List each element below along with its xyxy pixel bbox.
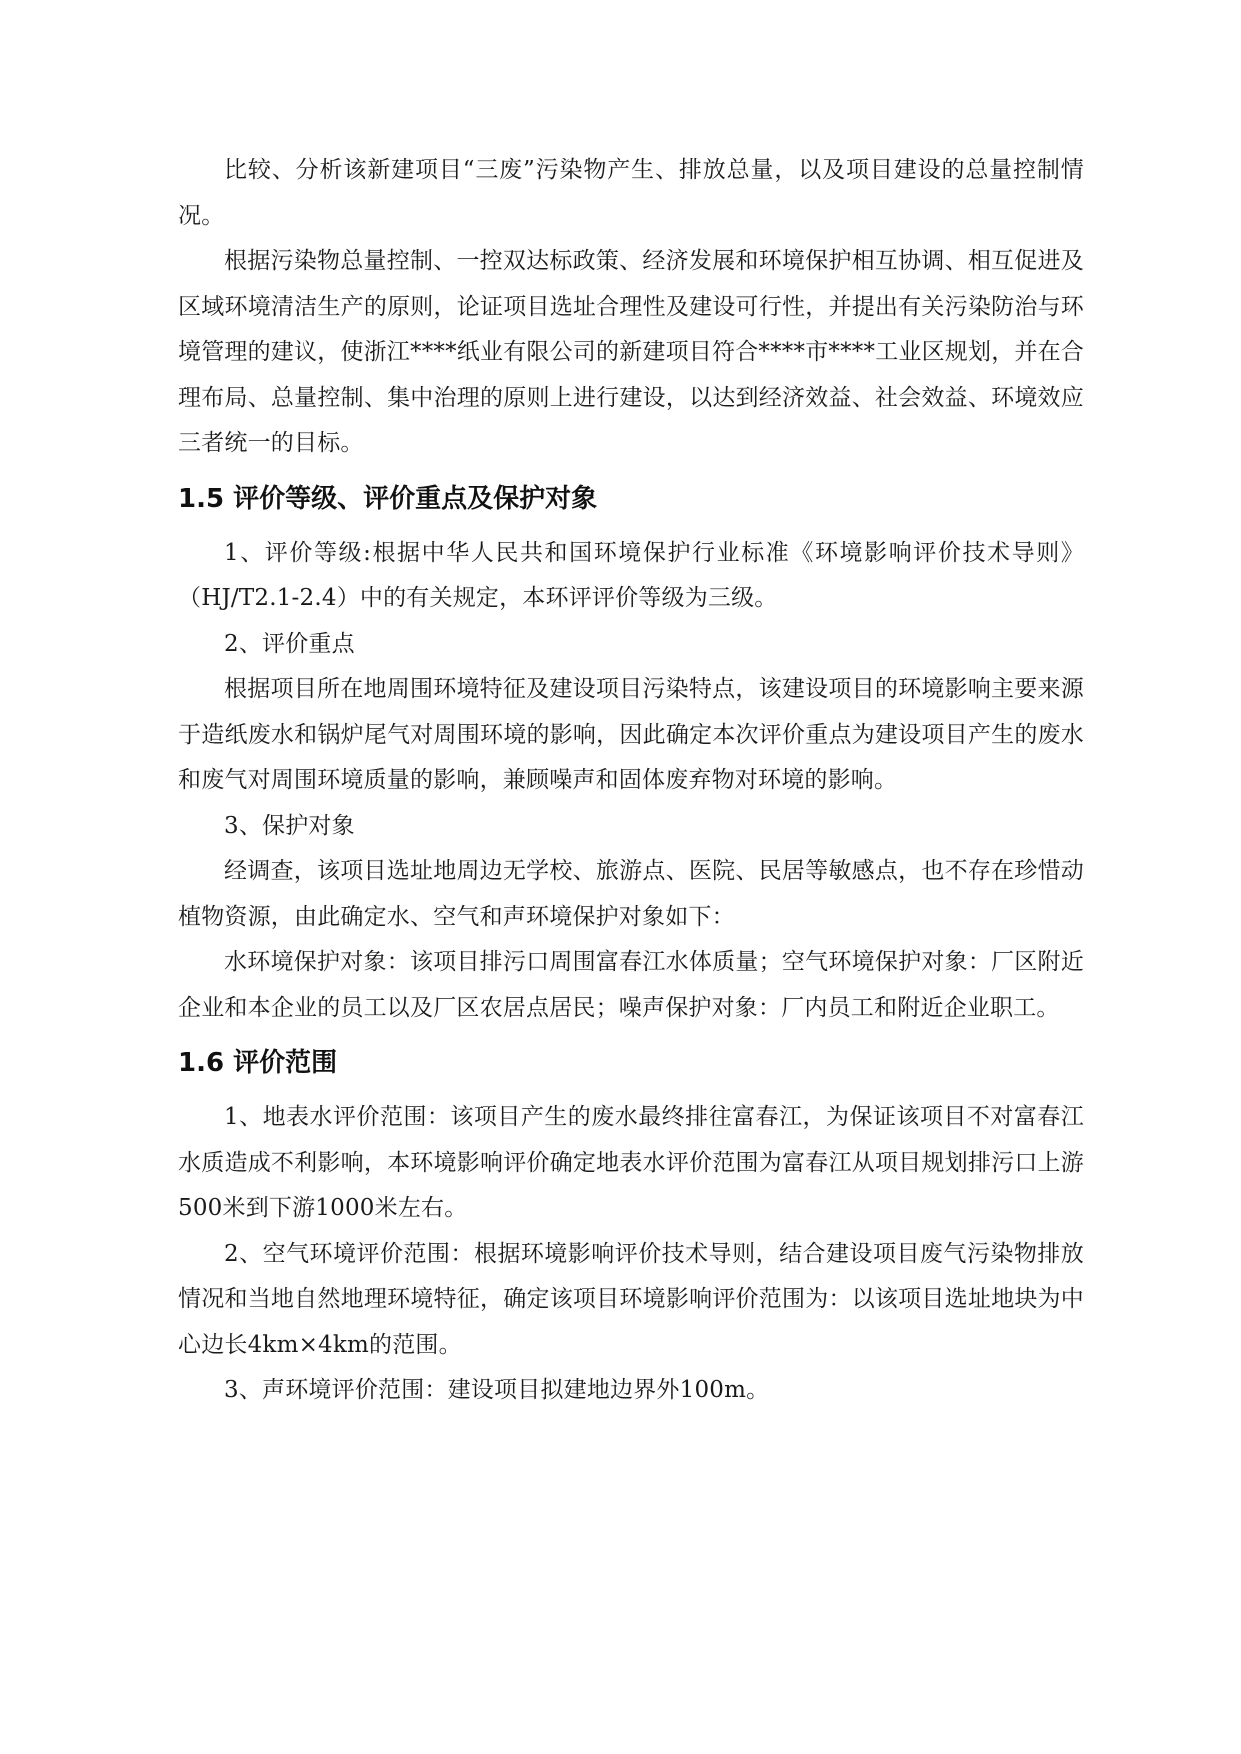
protection-targets-paragraph: 水环境保护对象：该项目排污口周围富春江水体质量；空气环境保护对象：厂区附近企业和本企业的员工以及厂区农居点居民；噪声保护对象：厂内员工和附近企业职工。 xyxy=(178,949,1084,1021)
evaluation-focus-label: 2、评价重点 xyxy=(224,630,355,657)
air-scope-paragraph: 2、空气环境评价范围：根据环境影响评价技术导则，结合建设项目废气污染物排放情况和当地自然地理环境特征，确定该项目环境影响评价范围为：以该项目选址地块为中心边长4km×4km的范围。 xyxy=(178,1240,1084,1358)
document-body xyxy=(178,148,1084,1414)
intro-paragraph-2: 根据污染物总量控制、一控双达标政策、经济发展和环境保护相互协调、相互促进及区域环境清洁生产的原则，论证项目选址合理性及建设可行性，并提出有关污染防治与环境管理的建议，使浙江****纸业有限公司的新建项目符合****市****工业区规划，并在合理布局、总量控制、集中治理的原则上进行建设，以达到经济效益、社会效益、环境效应三者统一的目标。 xyxy=(178,248,1084,456)
surface-water-scope-paragraph: 1、地表水评价范围：该项目产生的废水最终排往富春江，为保证该项目不对富春江水质造成不利影响，本环境影响评价确定地表水评价范围为富春江从项目规划排污口上游500米到下游1000米左右。 xyxy=(178,1104,1084,1221)
noise-scope-paragraph: 3、声环境评价范围：建设项目拟建地边界外100m。 xyxy=(224,1377,770,1403)
protection-targets-label: 3、保护对象 xyxy=(224,812,355,839)
evaluation-level-paragraph: 1、评价等级:根据中华人民共和国环境保护行业标准《环境影响评价技术导则》（HJ/T2.1-2.4）中的有关规定，本环评评价等级为三级。 xyxy=(178,539,1084,611)
section-1-5-heading: 1.5 评价等级、评价重点及保护对象 xyxy=(178,483,598,514)
survey-paragraph: 经调查，该项目选址地周边无学校、旅游点、医院、民居等敏感点，也不存在珍惜动植物资源，由此确定水、空气和声环境保护对象如下： xyxy=(178,858,1084,930)
evaluation-focus-paragraph: 根据项目所在地周围环境特征及建设项目污染特点，该建设项目的环境影响主要来源于造纸废水和锅炉尾气对周围环境的影响，因此确定本次评价重点为建设项目产生的废水和废气对周围环境质量的影响，兼顾噪声和固体废弃物对环境的影响。 xyxy=(178,676,1084,793)
intro-paragraph-1: 比较、分析该新建项目“三废”污染物产生、排放总量，以及项目建设的总量控制情况。 xyxy=(178,157,1084,229)
section-1-6-heading: 1.6 评价范围 xyxy=(178,1048,338,1078)
